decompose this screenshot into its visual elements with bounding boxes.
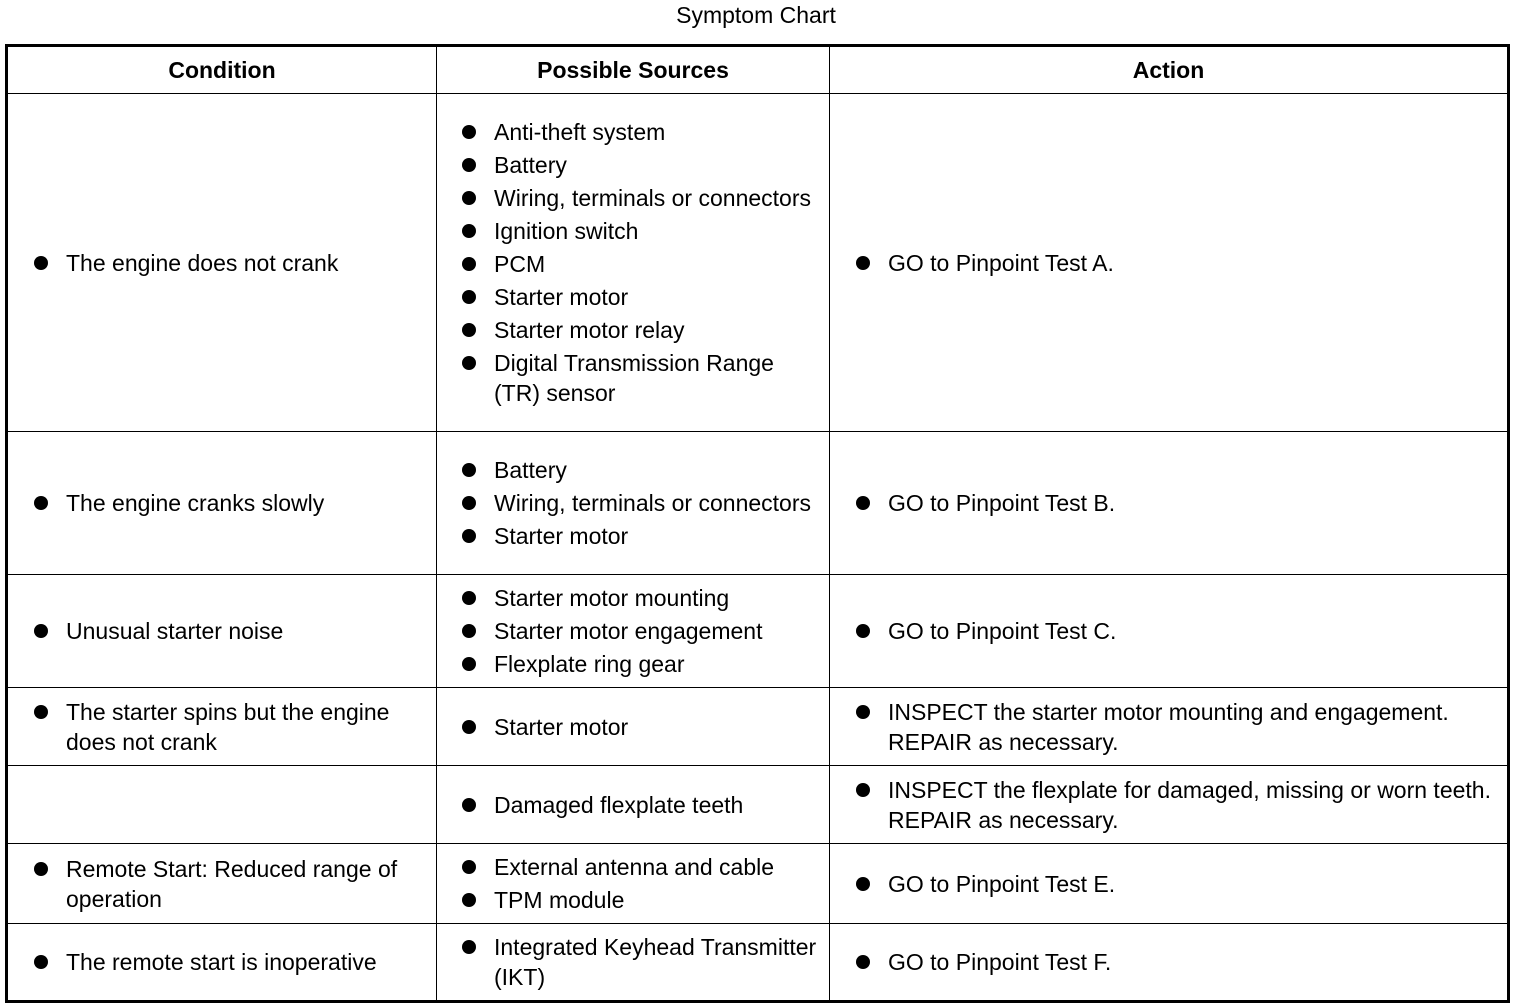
condition-item: Unusual starter noise [8,616,432,646]
condition-cell [7,432,437,575]
source-item: Starter motor [437,282,825,312]
condition-item: The engine cranks slowly [8,488,432,518]
condition-cell [7,94,437,432]
header-action: Action [830,46,1509,94]
table-row [7,766,1509,844]
sources-cell [437,94,830,432]
source-item: Anti-theft system [437,117,825,147]
table-row [7,432,1509,575]
condition-cell [7,766,437,844]
action-cell [830,688,1509,766]
source-item: External antenna and cable [437,852,825,882]
table-row [7,844,1509,924]
action-cell [830,844,1509,924]
sources-cell [437,688,830,766]
action-item: GO to Pinpoint Test C. [830,616,1503,646]
condition-item: Remote Start: Reduced range of operation [8,854,432,914]
action-item: GO to Pinpoint Test A. [830,248,1503,278]
sources-cell [437,432,830,575]
action-item: GO to Pinpoint Test F. [830,947,1503,977]
header-possible-sources: Possible Sources [437,46,830,94]
source-item: Battery [437,150,825,180]
action-item: INSPECT the flexplate for damaged, missing or worn teeth. REPAIR as necessary. [830,775,1503,835]
source-item: Starter motor engagement [437,616,825,646]
action-cell [830,94,1509,432]
action-cell [830,432,1509,575]
table-row [7,94,1509,432]
sources-cell [437,575,830,688]
chart-title: Symptom Chart [676,2,836,28]
source-item: Flexplate ring gear [437,649,825,679]
source-item: Starter motor relay [437,315,825,345]
source-item: Battery [437,455,825,485]
action-item: INSPECT the starter motor mounting and engagement. REPAIR as necessary. [830,697,1503,757]
action-item: GO to Pinpoint Test B. [830,488,1503,518]
source-item: Wiring, terminals or connectors [437,488,825,518]
source-item: Integrated Keyhead Transmitter (IKT) [437,932,825,992]
action-item: GO to Pinpoint Test E. [830,869,1503,899]
source-item: Digital Transmission Range (TR) sensor [437,348,825,408]
source-item: Starter motor mounting [437,583,825,613]
sources-cell [437,924,830,1002]
action-cell [830,924,1509,1002]
source-item: TPM module [437,885,825,915]
source-item: Starter motor [437,712,825,742]
action-cell [830,575,1509,688]
condition-item: The engine does not crank [8,248,432,278]
source-item: PCM [437,249,825,279]
source-item: Starter motor [437,521,825,551]
sources-cell [437,766,830,844]
symptom-table [5,44,1510,1003]
condition-cell [7,924,437,1002]
header-condition: Condition [7,46,437,94]
source-item: Damaged flexplate teeth [437,790,825,820]
table-row [7,688,1509,766]
action-cell [830,766,1509,844]
header-row [7,46,1509,94]
condition-item: The starter spins but the engine does not crank [8,697,432,757]
table-row [7,924,1509,1002]
source-item: Wiring, terminals or connectors [437,183,825,213]
source-item: Ignition switch [437,216,825,246]
condition-cell [7,688,437,766]
sources-cell [437,844,830,924]
condition-cell [7,844,437,924]
condition-cell [7,575,437,688]
condition-item: The remote start is inoperative [8,947,432,977]
table-row [7,575,1509,688]
